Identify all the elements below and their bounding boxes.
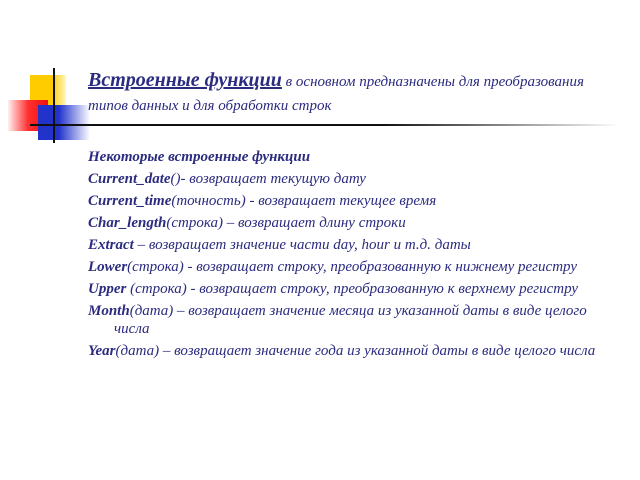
function-name: Current_date <box>88 171 171 187</box>
heading-text: Некоторые встроенные функции <box>88 149 311 165</box>
list-heading <box>88 148 618 166</box>
list-item <box>88 192 618 210</box>
vertical-line-decoration <box>53 68 55 143</box>
function-name: Current_time <box>88 193 172 209</box>
function-desc: – возвращает значение части day, hour и т.д. даты <box>133 237 471 253</box>
function-desc: (строка) - возвращает строку, преобразованную к верхнему регистру <box>126 281 579 297</box>
function-desc: (строка) – возвращает длину строки <box>166 215 406 231</box>
blue-square-decoration <box>38 105 90 140</box>
horizontal-rule <box>30 124 620 126</box>
function-name: Extract <box>88 237 134 253</box>
list-item <box>88 236 618 254</box>
function-desc: (точность) - возвращает текущее время <box>171 193 437 209</box>
list-item <box>88 170 618 188</box>
function-name: Year <box>88 343 116 359</box>
function-desc: ()- возвращает текущую дату <box>170 171 366 187</box>
title-main: Встроенные функции <box>88 69 282 91</box>
title-rest: в основном предназначены для преобразования типов данных и для обработки строк <box>88 74 584 114</box>
function-name: Char_length <box>88 215 167 231</box>
function-name: Upper <box>88 281 127 297</box>
function-desc: (дата) – возвращает значение месяца из указанной даты в виде целого числа <box>114 303 587 337</box>
list-item <box>88 280 618 298</box>
list-item <box>88 302 618 338</box>
function-desc: (дата) – возвращает значение года из указанной даты в виде целого числа <box>115 343 596 359</box>
function-name: Lower <box>88 259 128 275</box>
list-item <box>88 258 618 276</box>
list-item <box>88 214 618 232</box>
function-desc: (строка) - возвращает строку, преобразованную к нижнему регистру <box>127 259 577 275</box>
function-list <box>88 148 618 364</box>
slide-title <box>88 68 608 118</box>
function-name: Month <box>88 303 130 319</box>
list-item <box>88 342 618 360</box>
